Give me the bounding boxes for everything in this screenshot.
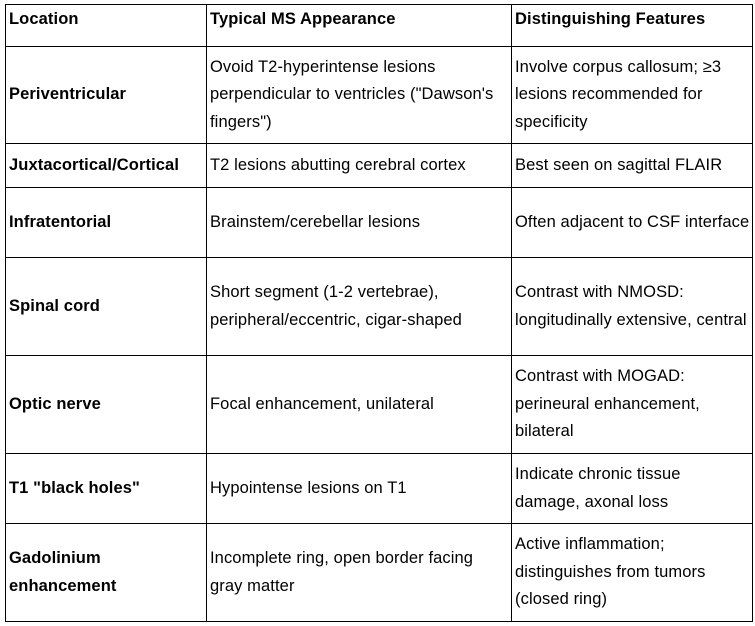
cell-appearance: Hypointense lesions on T1 [207,454,512,524]
cell-features: Contrast with NMOSD: longitudinally extensive, central [512,258,753,356]
table-row [6,144,753,188]
table-row [6,188,753,258]
cell-features: Often adjacent to CSF interface [512,188,753,258]
header-distinguishing-features: Distinguishing Features [512,5,753,47]
cell-appearance: Brainstem/cerebellar lesions [207,188,512,258]
header-typical-ms-appearance: Typical MS Appearance [207,5,512,47]
table-header-row [6,5,753,47]
cell-features: Involve corpus callosum; ≥3 lesions recommended for specificity [512,47,753,144]
table-row [6,47,753,144]
header-location: Location [6,5,207,47]
cell-location: T1 "black holes" [6,454,207,524]
cell-location: Optic nerve [6,356,207,454]
cell-features: Active inflammation; distinguishes from tumors (closed ring) [512,524,753,622]
cell-location: Periventricular [6,47,207,144]
table-row [6,258,753,356]
cell-features: Indicate chronic tissue damage, axonal loss [512,454,753,524]
cell-appearance: Incomplete ring, open border facing gray matter [207,524,512,622]
cell-location: Gadolinium enhancement [6,524,207,622]
table-row [6,356,753,454]
cell-location: Spinal cord [6,258,207,356]
cell-location: Juxtacortical/Cortical [6,144,207,188]
cell-appearance: Focal enhancement, unilateral [207,356,512,454]
cell-appearance: T2 lesions abutting cerebral cortex [207,144,512,188]
cell-appearance: Short segment (1-2 vertebrae), peripheral/eccentric, cigar-shaped [207,258,512,356]
cell-location: Infratentorial [6,188,207,258]
cell-features: Contrast with MOGAD: perineural enhancement, bilateral [512,356,753,454]
cell-appearance: Ovoid T2-hyperintense lesions perpendicular to ventricles ("Dawson's fingers") [207,47,512,144]
table-row [6,524,753,622]
cell-features: Best seen on sagittal FLAIR [512,144,753,188]
table-row [6,454,753,524]
ms-lesion-table [5,4,753,622]
